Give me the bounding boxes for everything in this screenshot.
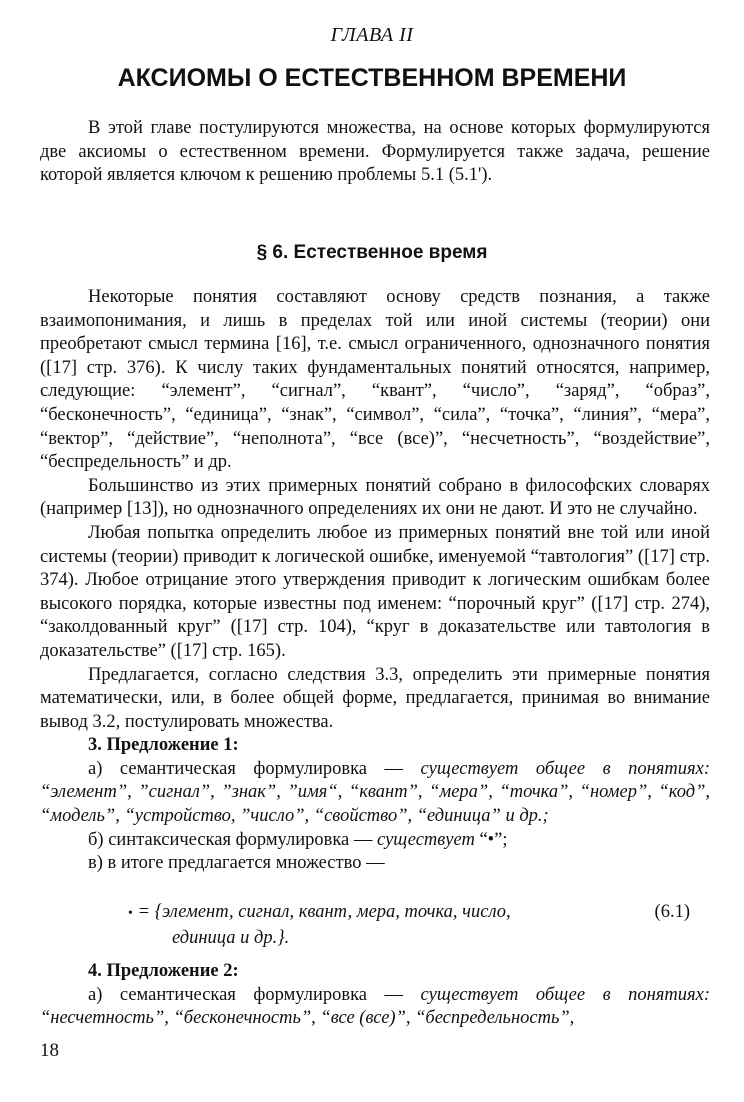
paragraph: Предлагается, согласно следствия 3.3, определить эти примерные понятия математически, или, в более общей форме, предлагается, принимая во внимание вывод 3.2, постулировать множества.: [40, 664, 710, 732]
bullet-symbol: •: [128, 906, 133, 921]
formula-line-2: единица и др.}.: [172, 928, 290, 948]
paragraph: Некоторые понятия составляют основу средств познания, а также взаимопонимания, и лишь в пределах той или иной системы (теории) они преобретают смысл термина [16], т.е. смысл ограниченного, однозначного понятия ([17] стр. 376). К числу таких фундаментальных понятий относятся, например, следующие: “элемент”, “сигнал”, “квант”, “число”, “заряд”, “образ”, “бесконечность”, “единица”, “знак”, “символ”, “сила”, “точка”, “линия”, “мера”, “вектор”, “действие”, “неполнота”, “все (все)”, “несчетность”, “воздействие”, “беспредельность” и др.: [40, 287, 710, 473]
item-b-symbol: “•”;: [479, 829, 508, 850]
proposal-2-item-a: [40, 984, 710, 1031]
item-b-prefix: б) синтаксическая формулировка —: [88, 829, 377, 850]
proposal-1-heading: 3. Предложение 1:: [88, 735, 239, 756]
formula-line-1: [128, 900, 718, 926]
paragraph: Любая попытка определить любое из примерных понятий вне той или иной системы (теории) приводит к логической ошибке, именуемой “тавтология” ([17] стр. 374). Любое отрицание этого утверждения приводит к логическим ошибкам более высокого порядка, которые известны под именем: “порочный круг” ([17] стр. 274), “заколдованный круг” ([17] стр. 104), “круг в доказательстве или тавтология в доказательстве” ([17] стр. 165).: [40, 522, 710, 661]
proposal-2-block: [40, 960, 710, 1031]
proposal-1-item-b: [40, 829, 710, 853]
formula-6-1: [128, 900, 718, 950]
proposal-1-item-c: в) в итоге предлагается множество —: [88, 853, 385, 874]
intro-block: [40, 117, 710, 188]
item-a-prefix: а) семантическая формулировка —: [88, 758, 421, 779]
proposal-2-heading: 4. Предложение 2:: [88, 961, 239, 981]
item-a-italic: существует общее в понятиях: “несчетность”, “бесконечность”, “все (все)”, “беспредельность”,: [40, 984, 710, 1029]
item-a-prefix: а) семантическая формулировка —: [88, 984, 421, 1005]
formula-set: = {элемент, сигнал, квант, мера, точка, число,: [137, 902, 511, 922]
chapter-title: АКСИОМЫ О ЕСТЕСТВЕННОМ ВРЕМЕНИ: [117, 64, 627, 92]
paragraph: Большинство из этих примерных понятий собрано в философских словарях (например [13]), но однозначного определениях их они не дают. И это не случайно.: [40, 475, 710, 520]
main-text: [40, 286, 710, 876]
page-number: 18: [40, 1040, 59, 1061]
item-a-italic: существует общее в понятиях: “элемент”, ”сигнал”, ”знак”, ”имя“, “квант”, “мера”, “точка”, “номер”, “код”, “модель”, “устройство, ”число”, “свойство”, “единица” и др.;: [40, 758, 710, 827]
item-b-italic: существует: [377, 829, 475, 850]
chapter-label: ГЛАВА II: [330, 24, 414, 46]
formula-number: (6.1): [654, 902, 690, 922]
intro-paragraph: В этой главе постулируются множества, на основе которых формулируются две аксиомы о естественном времени. Формулируется также задача, решение которой является ключом к решению проблемы 5.1 (5.1').: [40, 118, 710, 186]
section-title: § 6. Естественное время: [256, 242, 488, 263]
proposal-1-item-a: [40, 758, 710, 829]
